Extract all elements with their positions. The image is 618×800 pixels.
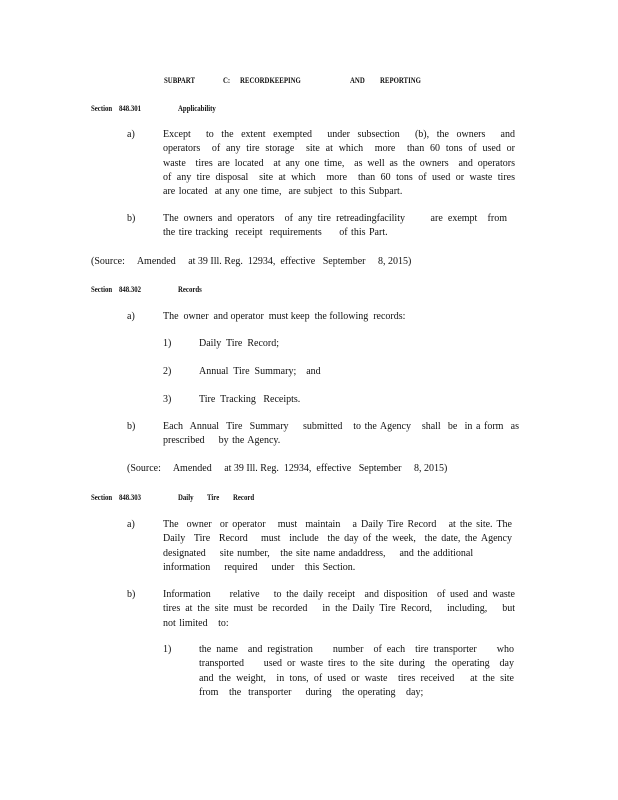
s301-a-line-3: waste tires are located at any one time, as well as the owners and operators <box>163 157 515 169</box>
s303-item-1-line-3: and the weight, in tons, of used or waste tires received at the site <box>199 672 514 684</box>
s301-a-line-5: are located at any one time, are subject to this Subpart. <box>163 186 403 198</box>
s301-b-label: b) <box>127 213 136 224</box>
s302-item-2-num: 2) <box>163 366 172 377</box>
s301-a-label: a) <box>127 129 135 140</box>
s302-item-3-text: Tire Tracking Receipts. <box>199 394 301 405</box>
section-301-title: Applicability <box>178 104 216 113</box>
s301-source-note: (Source: Amended at 39 Ill. Reg. 12934, effective September 8, 2015) <box>91 256 412 267</box>
s301-a-line-2: operators of any tire storage site at which more than 60 tons of used or <box>163 143 515 155</box>
s301-a-paragraph <box>163 128 515 199</box>
s301-b-line-1: The owners and operators of any tire retreadingfacility are exempt from <box>163 213 507 224</box>
s303-b-label: b) <box>127 589 136 600</box>
s303-a-label: a) <box>127 519 135 530</box>
subpart-word-3: RECORDKEEPING <box>240 76 301 85</box>
s301-a-line-1: Except to the extent exempted under subsection (b), the owners and <box>163 129 515 140</box>
s302-item-3-num: 3) <box>163 394 172 405</box>
s303-a-line-2: Daily Tire Record must include the day of the week, the date, the Agency <box>163 533 512 545</box>
section-303-title-word-1: Daily <box>178 493 194 502</box>
s302-b-line-1: Each Annual Tire Summary submitted to the Agency shall be in a form as <box>163 421 519 432</box>
subpart-word-1: SUBPART <box>164 76 195 85</box>
s303-item-1-num: 1) <box>163 644 172 655</box>
s303-item-1-line-1: the name and registration number of each tire transporter who <box>199 644 514 655</box>
s303-item-1-paragraph <box>199 643 514 700</box>
s301-b-line-2: the tire tracking receipt requirements of this Part. <box>163 227 388 239</box>
s303-item-1-line-4: from the transporter during the operating day; <box>199 686 424 698</box>
s302-b-paragraph <box>163 420 519 449</box>
s301-a-line-4: of any tire disposal site at which more than 60 tons of used or waste tires <box>163 171 515 183</box>
s301-b-paragraph <box>163 212 507 241</box>
section-303-title-word-3: Record <box>233 493 255 502</box>
subpart-word-4: AND <box>350 76 365 85</box>
s303-b-line-1: Information relative to the daily receipt and disposition of used and waste <box>163 589 515 600</box>
section-302-number: Section 848.302 <box>91 285 142 294</box>
s302-b-line-2: prescribed by the Agency. <box>163 435 281 447</box>
section-303-title-word-2: Tire <box>207 493 220 502</box>
s303-b-paragraph <box>163 588 515 631</box>
s303-a-line-3: designated site number, the site name andaddress, and the additional <box>163 547 474 559</box>
s302-a-text: The owner and operator must keep the following records: <box>163 311 406 322</box>
s302-source-note: (Source: Amended at 39 Ill. Reg. 12934, effective September 8, 2015) <box>127 463 448 474</box>
s302-item-1-text: Daily Tire Record; <box>199 338 279 349</box>
s303-a-line-1: The owner or operator must maintain a Daily Tire Record at the site. The <box>163 519 512 530</box>
subpart-word-2: C: <box>223 76 231 85</box>
s303-a-line-4: information required under this Section. <box>163 561 356 573</box>
s302-a-label: a) <box>127 311 135 322</box>
s303-item-1-line-2: transported used or waste tires to the site during the operating day <box>199 658 514 670</box>
s302-b-label: b) <box>127 421 136 432</box>
subpart-word-5: REPORTING <box>380 76 421 85</box>
section-303-number: Section 848.303 <box>91 493 142 502</box>
section-302-title: Records <box>178 285 202 294</box>
s303-b-line-2: tires at the site must be recorded in the Daily Tire Record, including, but <box>163 603 515 615</box>
s303-a-paragraph <box>163 518 512 575</box>
s302-item-1-num: 1) <box>163 338 172 349</box>
s303-b-line-3: not limited to: <box>163 617 229 629</box>
section-301-number: Section 848.301 <box>91 104 142 113</box>
s302-item-2-text: Annual Tire Summary; and <box>199 366 321 377</box>
